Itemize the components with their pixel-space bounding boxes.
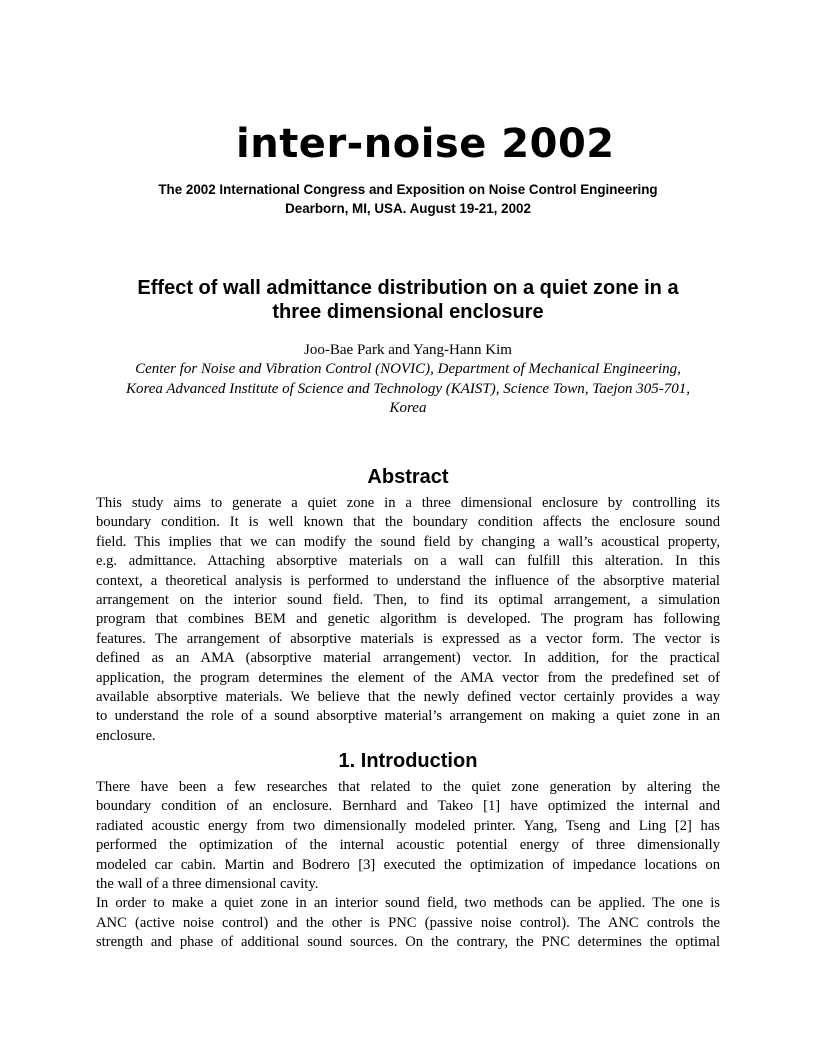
introduction-heading: 1. Introduction xyxy=(338,750,478,772)
abstract-line: This study aims to generate a quiet zone in a three dimensional enclosure by controlling its xyxy=(96,495,720,511)
introduction-line: performed the optimization of the internal acoustic potential energy of three dimensionally xyxy=(96,837,720,854)
affiliation-line: Center for Noise and Vibration Control (NOVIC), Department of Mechanical Engineering, xyxy=(135,361,681,377)
abstract-line: application, the program determines the element of the AMA vector from the predefined set of xyxy=(96,669,720,686)
abstract-line: context, a theoretical analysis is performed to understand the influence of the absorptive material xyxy=(96,572,720,589)
affiliation-line: Korea xyxy=(389,400,427,416)
abstract-line: e.g. admittance. Attaching absorptive materials on a wall can fulfill this alteration. In this xyxy=(96,553,720,570)
conference-location-date: Dearborn, MI, USA. August 19-21, 2002 xyxy=(285,201,531,216)
abstract-line: boundary condition. It is well known that the boundary condition affects the enclosure sound xyxy=(96,514,720,531)
abstract-line: program that combines BEM and genetic algorithm is developed. The program has following xyxy=(96,611,720,628)
abstract-line: arrangement on the interior sound field. Then, to find its optimal arrangement, a simulation xyxy=(96,591,720,608)
introduction-line: There have been a few researches that related to the quiet zone generation by altering the xyxy=(96,779,720,795)
introduction-line: ANC (active noise control) and the other is PNC (passive noise control). The ANC controls the xyxy=(96,914,720,931)
paper-title xyxy=(96,276,720,324)
abstract-body xyxy=(96,494,720,746)
introduction-line: radiated acoustic energy from two dimensionally modeled printer. Yang, Tseng and Ling [2] has xyxy=(96,817,720,834)
introduction-line: boundary condition of an enclosure. Bernhard and Takeo [1] have optimized the internal and xyxy=(96,798,720,815)
abstract-line: features. The arrangement of absorptive materials is expressed as a vector form. The vector is xyxy=(96,630,720,647)
abstract-line: enclosure. xyxy=(96,727,156,744)
conference-logo: inter-noise 2002 xyxy=(236,121,615,167)
introduction-line: the wall of a three dimensional cavity. xyxy=(96,875,319,892)
paper-affiliation xyxy=(96,360,720,419)
introduction-line: strength and phase of additional sound sources. On the contrary, the PNC determines the optimal xyxy=(96,934,720,951)
conference-name: The 2002 International Congress and Exposition on Noise Control Engineering xyxy=(158,182,658,197)
abstract-line: available absorptive materials. We believe that the newly defined vector certainly provides a way xyxy=(96,688,720,705)
title-line: Effect of wall admittance distribution on a quiet zone in a xyxy=(137,277,679,299)
abstract-line: defined as an AMA (absorptive material arrangement) vector. In addition, for the practical xyxy=(96,650,720,667)
abstract-heading: Abstract xyxy=(367,466,449,488)
introduction-line: modeled car cabin. Martin and Bodrero [3] executed the optimization of impedance locations on xyxy=(96,856,720,873)
abstract-line: to understand the role of a sound absorptive material’s arrangement on making a quiet zone in an xyxy=(96,708,720,725)
abstract-line: field. This implies that we can modify the sound field by changing a wall’s acoustical property, xyxy=(96,533,720,550)
introduction-line: In order to make a quiet zone in an interior sound field, two methods can be applied. The one is xyxy=(96,895,720,912)
affiliation-line: Korea Advanced Institute of Science and Technology (KAIST), Science Town, Taejon 305-701, xyxy=(125,380,691,397)
paper-authors: Joo-Bae Park and Yang-Hann Kim xyxy=(304,342,512,358)
title-line: three dimensional enclosure xyxy=(272,301,544,323)
introduction-body xyxy=(96,778,720,953)
